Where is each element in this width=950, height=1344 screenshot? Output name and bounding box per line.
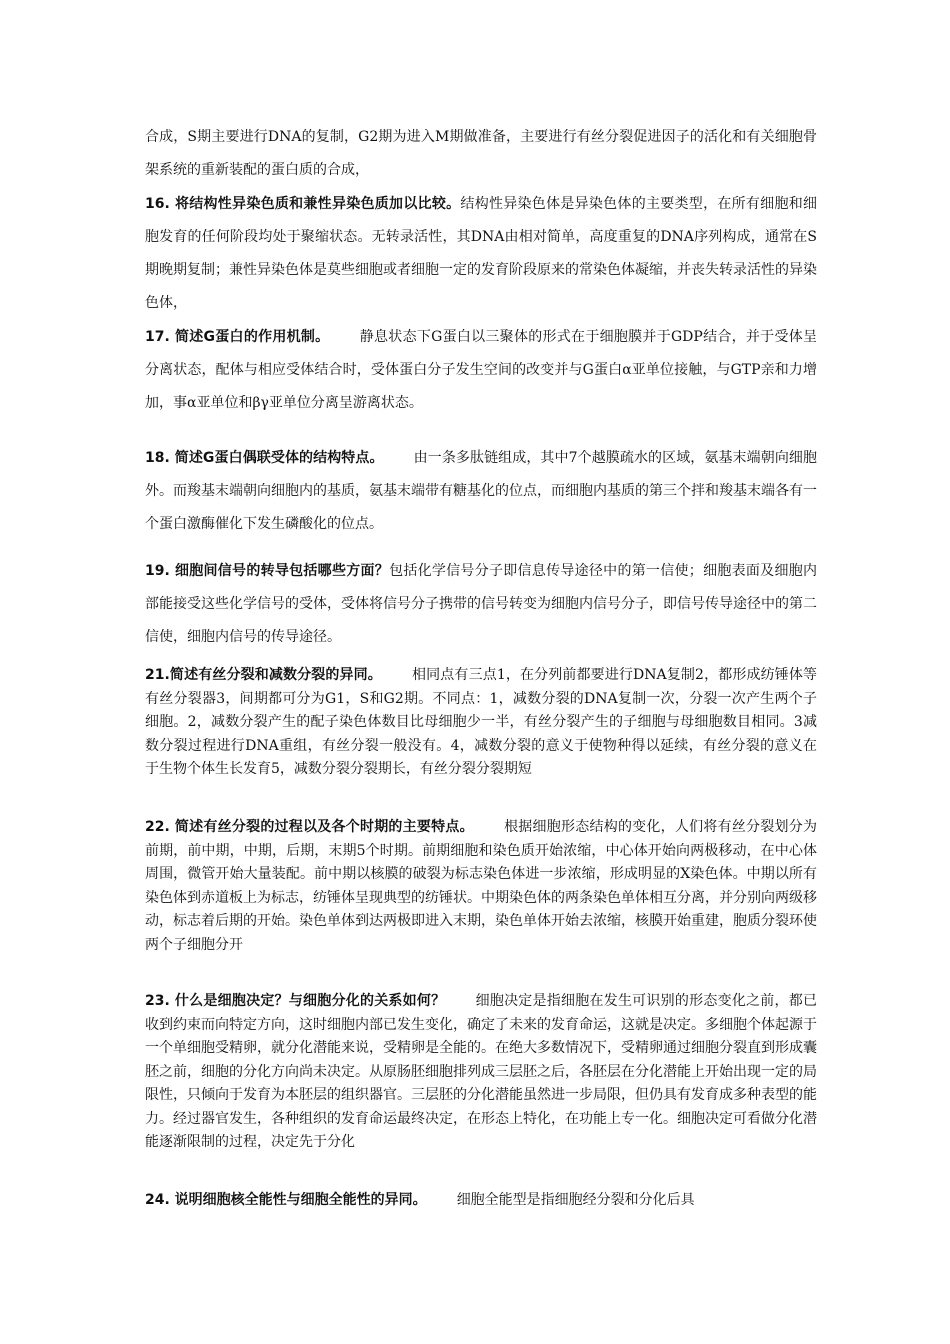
answer-text: 由一条多肽链组成，其中7个越膜疏水的区域，氨基末端朝向细胞外。而羧基末端朝向细胞内的基质，氨基末端带有糖基化的位点，而细胞内基质的第三个拌和羧基末端各有一个蛋白激酶催化下发生磷酸化的位点。: [145, 450, 817, 532]
question-heading: 16. 将结构性异染色质和兼性异染色质加以比较。: [145, 196, 461, 212]
question-17: [145, 321, 817, 420]
question-22: [145, 816, 817, 957]
question-23: [145, 990, 817, 1155]
answer-text: 静息状态下G蛋白以三聚体的形式在于细胞膜并于GDP结合，并于受体呈分离状态，配体与相应受体结合时，受体蛋白分子发生空间的改变并与G蛋白α亚单位接触，与GTP亲和力增加，事α亚单位和βγ亚单位分离呈游离状态。: [145, 329, 817, 411]
question-16: [145, 188, 817, 320]
question-heading: 19. 细胞间信号的转导包括哪些方面？: [145, 563, 390, 579]
answer-text: 相同点有三点1，在分列前都要进行DNA复制2，都形成纺锤体等有丝分裂器3，间期都可分为G1，S和G2期。不同点：1，减数分裂的DNA复制一次，分裂一次产生两个子细胞。2，减数分裂产生的配子染色体数目比母细胞少一半，有丝分裂产生的子细胞与母细胞数目相同。3减数分裂过程进行DNA重组，有丝分裂一般没有。4，减数分裂的意义于使物种得以延续，有丝分裂的意义在于生物个体生长发育5，减数分裂分裂期长，有丝分裂分裂期短: [145, 667, 817, 777]
question-19: [145, 555, 817, 654]
question-heading: 24. 说明细胞核全能性与细胞全能性的异同。: [145, 1192, 427, 1208]
question-heading: 23. 什么是细胞决定？与细胞分化的关系如何？: [145, 993, 446, 1009]
answer-text: 根据细胞形态结构的变化，人们将有丝分裂划分为前期，前中期，中期，后期，末期5个时期。前期细胞和染色质开始浓缩，中心体开始向两极移动，在中心体周围，微管开始大量装配。前中期以核膜的破裂为标志染色体进一步浓缩，形成明显的X染色体。中期以所有染色体到赤道板上为标志，纺锤体呈现典型的纺锤状。中期染色体的两条染色单体相互分离，并分别向两级移动，标志着后期的开始。染色单体到达两极即进入末期，染色单体开始去浓缩，核膜开始重建，胞质分裂环使两个子细胞分开: [145, 819, 817, 953]
question-heading: 17. 简述G蛋白的作用机制。: [145, 329, 330, 345]
answer-text: 合成，S期主要进行DNA的复制，G2期为进入M期做准备，主要进行有丝分裂促进因子的活化和有关细胞骨架系统的重新装配的蛋白质的合成，: [145, 129, 817, 178]
question-24: [145, 1189, 817, 1213]
answer-text: 细胞决定是指细胞在发生可识别的形态变化之前，都已收到约束而向特定方向，这时细胞内部已发生变化，确定了未来的发育命运，这就是决定。多细胞个体起源于一个单细胞受精卵，就分化潜能来说，受精卵是全能的。在绝大多数情况下，受精卵通过细胞分裂直到形成囊胚之前，细胞的分化方向尚未决定。从原肠胚细胞排列成三层胚之后，各胚层在分化潜能上开始出现一定的局限性，只倾向于发育为本胚层的组织器官。三层胚的分化潜能虽然进一步局限，但仍具有发育成多种表型的能力。经过器官发生，各种组织的发育命运最终决定，在形态上特化，在功能上专一化。细胞决定可看做分化潜能逐渐限制的过程，决定先于分化: [145, 993, 817, 1150]
answer-text: 包括化学信号分子即信息传导途径中的第一信使；细胞表面及细胞内部能接受这些化学信号的受体，受体将信号分子携带的信号转变为细胞内信号分子，即信号传导途径中的第二信使，细胞内信号的传导途径。: [145, 563, 817, 645]
answer-text: 结构性异染色体是异染色体的主要类型，在所有细胞和细胞发育的任何阶段均处于聚缩状态。无转录活性，其DNA由相对简单，高度重复的DNA序列构成，通常在S期晚期复制；兼性异染色体是莫些细胞或者细胞一定的发育阶段原来的常染色体凝缩，并丧失转录活性的异染色体，: [145, 196, 817, 311]
question-heading: 18. 简述G蛋白偶联受体的结构特点。: [145, 450, 384, 466]
question-21: [145, 664, 817, 782]
question-heading: 22. 简述有丝分裂的过程以及各个时期的主要特点。: [145, 819, 474, 835]
question-18: [145, 442, 817, 541]
paragraph-continuation: [145, 121, 817, 187]
answer-text: 细胞全能型是指细胞经分裂和分化后具: [456, 1192, 695, 1208]
question-heading: 21.简述有丝分裂和减数分裂的异同。: [145, 667, 382, 683]
